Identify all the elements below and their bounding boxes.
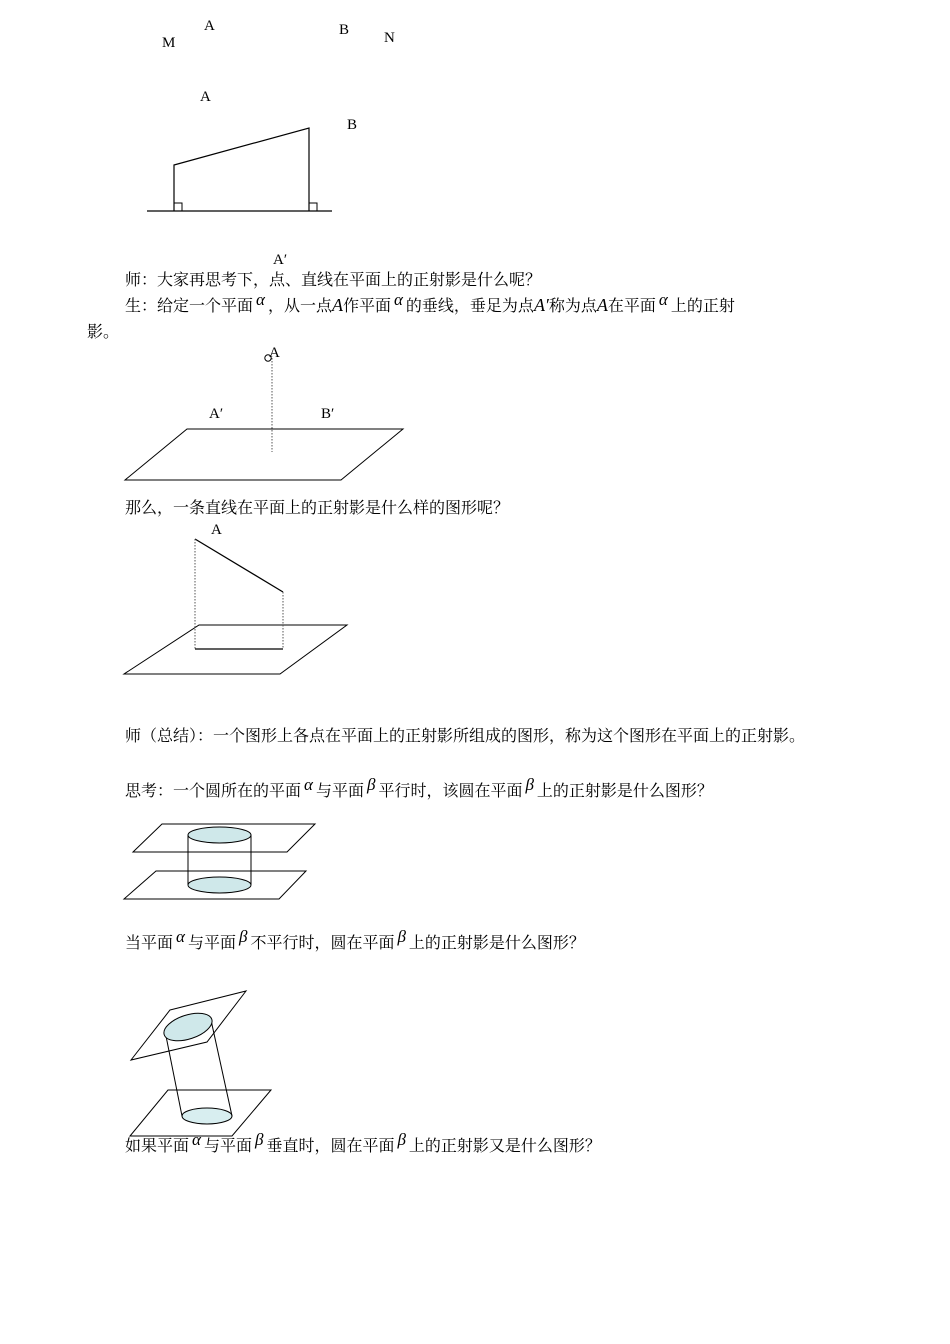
answer-text: 的垂线，垂足为点 [405, 296, 534, 315]
question-text: 与平面 [203, 1136, 252, 1155]
label-B-top: B [339, 22, 350, 38]
beta-symbol: β [397, 1130, 406, 1149]
think-text: 思考：一个圆所在的平面 [125, 781, 302, 800]
beta-symbol: β [238, 927, 248, 946]
think-text: 上的正射影是什么图形？ [536, 781, 713, 800]
student-answer-line2: 影。 [87, 322, 120, 341]
alpha-symbol: α [176, 927, 185, 946]
point-A: A [596, 295, 608, 315]
question-text: 如果平面 [125, 1136, 190, 1155]
alpha-symbol: α [256, 290, 265, 309]
answer-text: 上的正射 [670, 296, 735, 315]
question-text: 当平面 [125, 933, 174, 952]
point-A-prime: A′ [533, 295, 549, 315]
answer-text: 在平面 [607, 296, 656, 315]
question-text: 上的正射影是什么图形？ [408, 933, 585, 952]
fig2-label-A-prime: A′ [209, 406, 224, 422]
label-A-prime: A′ [273, 252, 288, 268]
think-text: 平行时，该圆在平面 [378, 781, 523, 800]
student-answer-line1 [125, 290, 735, 316]
fig2-label-A: A [269, 345, 280, 361]
point-A: A [331, 295, 343, 315]
answer-text: 生：给定一个平面 [125, 296, 254, 315]
perpendicular-question [125, 1130, 601, 1156]
alpha-symbol: α [393, 290, 403, 309]
question-text: 不平行时，圆在平面 [250, 933, 395, 952]
label-M: M [162, 35, 176, 51]
label-N: N [384, 30, 395, 46]
think-text: 与平面 [315, 781, 364, 800]
answer-text: 作平面 [342, 296, 391, 315]
beta-symbol: β [397, 927, 406, 946]
beta-symbol: β [254, 1130, 264, 1149]
line-projection-question: 那么，一条直线在平面上的正射影是什么样的图形呢？ [125, 498, 510, 517]
answer-text: 称为点 [548, 296, 597, 315]
question-text: 垂直时，圆在平面 [266, 1136, 395, 1155]
think-parallel [125, 775, 713, 801]
fig3-label-A: A [211, 522, 222, 538]
alpha-symbol: α [304, 775, 313, 794]
alpha-symbol: α [658, 290, 668, 309]
label-A: A [200, 89, 211, 105]
label-B: B [347, 117, 358, 133]
not-parallel-question [125, 927, 585, 953]
beta-symbol: β [366, 775, 376, 794]
label-A-top: A [204, 18, 215, 34]
teacher-question: 师：大家再思考下，点、直线在平面上的正射影是什么呢？ [125, 270, 542, 289]
answer-text: ，从一点 [267, 296, 332, 315]
teacher-summary: 师（总结）：一个图形上各点在平面上的正射影所组成的图形，称为这个图形在平面上的正射影。 [125, 726, 806, 745]
question-text: 上的正射影又是什么图形？ [408, 1136, 601, 1155]
fig2-label-B-prime: B′ [321, 406, 335, 422]
alpha-symbol: α [192, 1130, 201, 1149]
beta-symbol: β [525, 775, 534, 794]
question-text: 与平面 [187, 933, 236, 952]
